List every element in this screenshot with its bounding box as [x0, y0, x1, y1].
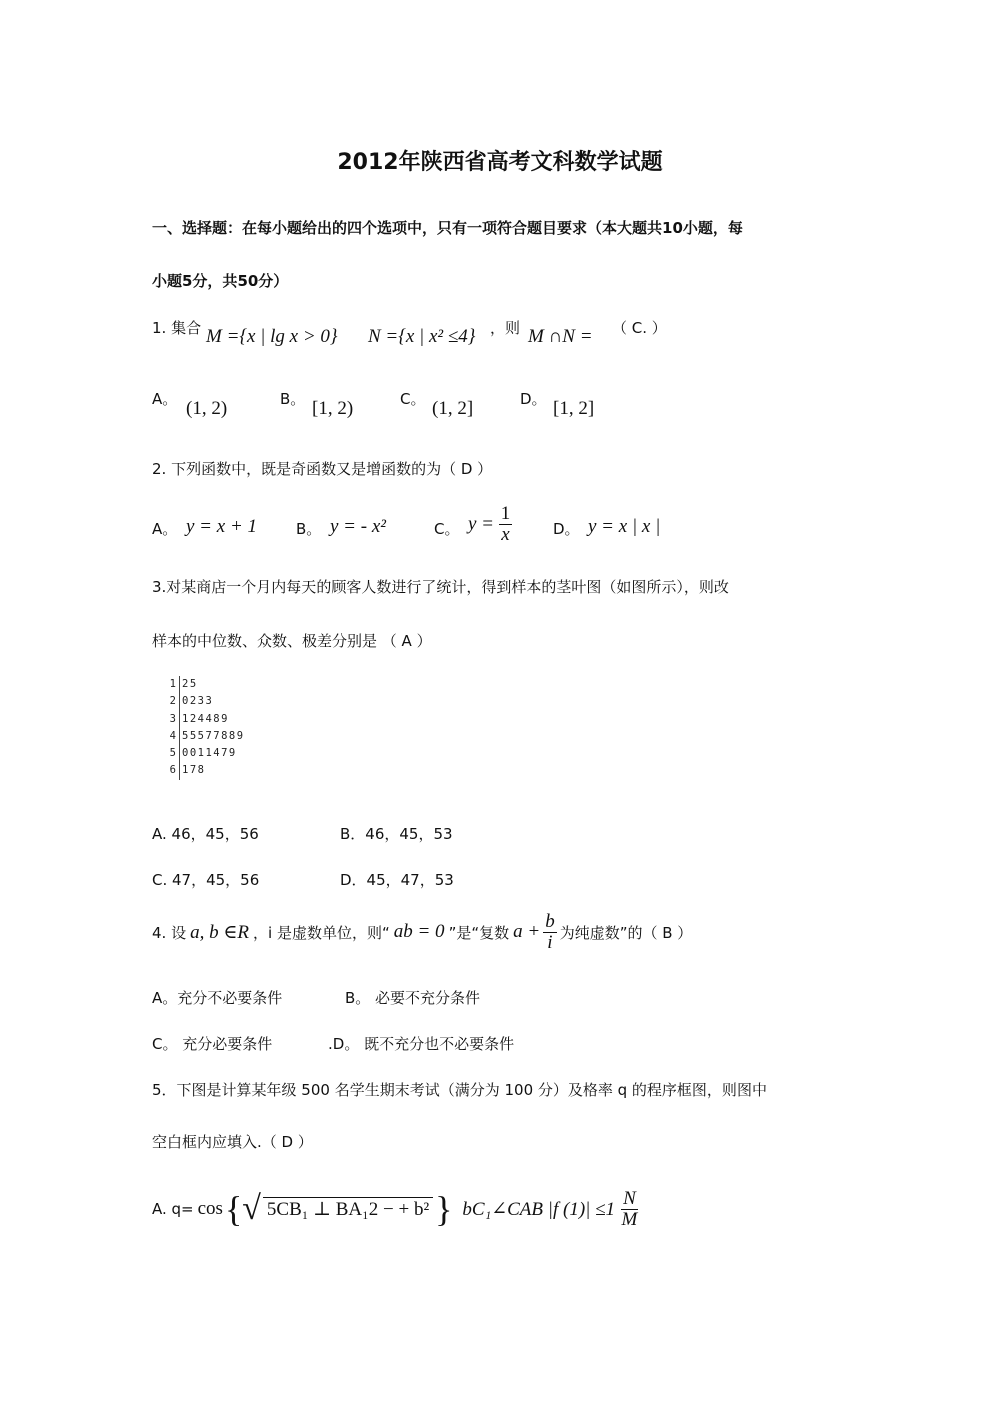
q5-cos: cos — [197, 1198, 223, 1219]
q5-sqrt-body: 5CB₁ ⊥ BA₁2 − + b² — [263, 1197, 433, 1221]
leaves: 0011479 — [182, 747, 237, 760]
q4-option-d: .D。 既不充分也不必要条件 — [328, 1035, 515, 1053]
q4-option-b: B。 必要不充分条件 — [345, 989, 481, 1007]
q2-option-a-value: y = x + 1 — [186, 516, 258, 537]
q4-mid: ，i 是虚数单位，则“ — [253, 923, 390, 942]
leaves: 178 — [182, 764, 206, 777]
q5-option-label: A. q= — [152, 1200, 194, 1218]
q1-option-a-label: A。 — [152, 390, 178, 408]
page-title: 2012年陕西省高考文科数学试题 — [337, 150, 663, 175]
stem: 1 — [166, 676, 180, 693]
q3-stem-line2: 样本的中位数、众数、极差分别是 （ A ） — [152, 632, 432, 650]
q4-mid2: ”是“复数 — [448, 923, 510, 942]
leaves: 25 — [182, 678, 198, 690]
q3-stem-line1: 3.对某商店一个月内每天的顾客人数进行了统计，得到样本的茎叶图（如图所示），则改 — [152, 578, 729, 596]
q4-expr-a: a + — [513, 921, 541, 943]
stem: 6 — [166, 762, 180, 779]
q4-condition: a, b ∈R — [190, 921, 250, 943]
q5-tail: bC₁∠CAB |f (1)| ≤1 — [462, 1198, 616, 1220]
q2-option-b-label: B。 — [296, 520, 322, 538]
sqrt-icon: √ — [242, 1190, 261, 1227]
q5-numerator: N — [623, 1187, 636, 1209]
right-brace-icon: } — [435, 1189, 453, 1229]
q1-set-n: N ={x | x² ≤4} — [368, 326, 476, 347]
q1-option-a-value: (1, 2) — [186, 398, 228, 419]
question-1 — [152, 317, 201, 338]
q2-option-c-label: C。 — [434, 520, 460, 538]
stem: 3 — [166, 711, 180, 728]
q5-fraction — [621, 1189, 638, 1230]
stem-leaf-row — [166, 693, 245, 710]
q5-option-a — [152, 1188, 638, 1230]
q1-set-m: M ={x | lg x > 0} — [206, 326, 338, 347]
stem-leaf-row — [166, 745, 245, 762]
q1-option-d-label: D。 — [520, 390, 547, 408]
q5-denominator: M — [621, 1208, 638, 1230]
q2-option-c-numerator: 1 — [500, 503, 511, 524]
stem-leaf-row — [166, 728, 245, 745]
q1-expression: M ∩N = — [528, 326, 593, 347]
q2-option-b-value: y = - x² — [330, 516, 386, 537]
leaves: 124489 — [182, 712, 229, 725]
q4-option-c: C。 充分必要条件 — [152, 1035, 273, 1053]
q2-option-d-label: D。 — [553, 520, 580, 538]
q4-fraction — [543, 912, 557, 953]
q1-prefix: 1. 集合 — [152, 319, 202, 337]
stem-leaf-row — [166, 676, 245, 693]
q4-equation: ab = 0 — [393, 921, 445, 943]
q3-option-d: D．45，47，53 — [340, 871, 454, 889]
q4-numerator: b — [545, 911, 555, 932]
q1-then: ，则 — [490, 319, 521, 337]
q3-option-c: C. 47，45，56 — [152, 871, 260, 889]
q1-option-b-label: B。 — [280, 390, 306, 408]
q4-prefix: 4. 设 — [152, 923, 187, 942]
q3-option-b: B．46，45，53 — [340, 825, 453, 843]
section-heading-line2: 小题5分，共50分） — [152, 272, 289, 290]
q1-option-c-value: (1, 2] — [432, 398, 474, 419]
q4-denominator: i — [547, 931, 553, 953]
q2-option-c-value — [468, 504, 512, 545]
stem-leaf-row — [166, 711, 245, 728]
q4-suffix: 为纯虚数”的（ B ） — [559, 923, 693, 942]
q2-option-c-denominator: x — [501, 523, 510, 545]
q2-stem: 2. 下列函数中，既是奇函数又是增函数的为（ D ） — [152, 460, 493, 478]
q4-option-a: A。充分不必要条件 — [152, 989, 283, 1007]
q1-answer: （ C. ） — [612, 319, 667, 337]
leaves: 55577889 — [182, 729, 245, 742]
stem: 5 — [166, 745, 180, 762]
leaves: 0233 — [182, 695, 214, 708]
q1-option-b-value: [1, 2) — [312, 398, 354, 419]
q2-option-d-value: y = x | x | — [588, 516, 661, 537]
q3-option-a: A. 46，45，56 — [152, 825, 259, 843]
q2-option-a-label: A。 — [152, 520, 178, 538]
stem-leaf-plot — [166, 676, 245, 780]
q2-option-c-fraction — [499, 504, 513, 545]
left-brace-icon: { — [224, 1189, 243, 1229]
question-4 — [152, 912, 692, 953]
q1-option-d-value: [1, 2] — [553, 398, 595, 419]
q5-stem-line2: 空白框内应填入.（ D ） — [152, 1133, 313, 1151]
stem: 2 — [166, 693, 180, 710]
stem-leaf-row — [166, 762, 245, 779]
q1-option-c-label: C。 — [400, 390, 426, 408]
q2-option-c-lhs: y = — [468, 513, 495, 535]
q5-stem-line1: 5．下图是计算某年级 500 名学生期末考试（满分为 100 分）及格率 q 的程序框图，则图中 — [152, 1081, 767, 1099]
section-heading-line1: 一、选择题：在每小题给出的四个选项中，只有一项符合题目要求（本大题共10小题，每 — [152, 219, 743, 237]
stem: 4 — [166, 728, 180, 745]
